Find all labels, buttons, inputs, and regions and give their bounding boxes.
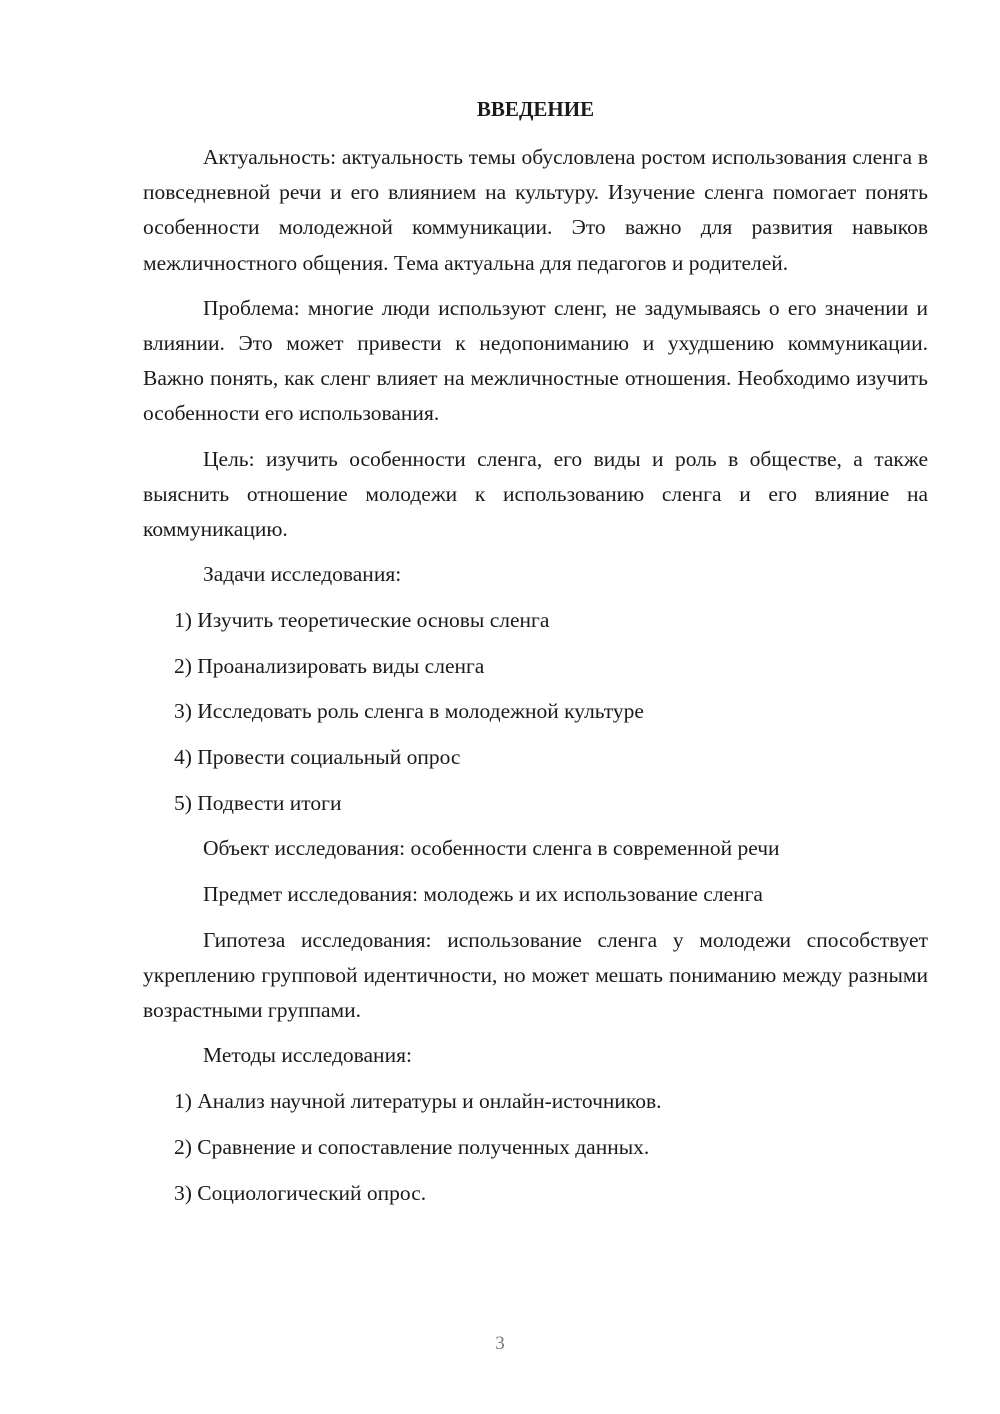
relevance-paragraph: Актуальность: актуальность темы обусловлена ростом использования сленга в повседневной речи и его влиянием на культуру. Изучение сленга помогает понять особенности молодежной коммуникации. Это важно для развития навыков межличностного общения. Тема актуальна для педагогов и родителей. bbox=[143, 145, 928, 275]
page-number: 3 bbox=[495, 1333, 505, 1354]
methods-list bbox=[143, 1084, 928, 1211]
task-item: 4) Провести социальный опрос bbox=[174, 745, 461, 770]
problem-paragraph: Проблема: многие люди используют сленг, не задумываясь о его значении и влиянии. Это может привести к недопониманию и ухудшению коммуникации. Важно понять, как сленг влияет на межличностные отношения. Необходимо изучить особенности его использования. bbox=[143, 295, 928, 426]
goal-paragraph: Цель: изучить особенности сленга, его виды и роль в обществе, а также выяснить отношение молодежи к использованию сленга и его влияние на коммуникацию. bbox=[143, 446, 928, 542]
document-page bbox=[143, 92, 928, 1221]
research-object: Объект исследования: особенности сленга в современной речи bbox=[203, 836, 780, 861]
tasks-heading: Задачи исследования: bbox=[203, 562, 402, 587]
research-subject: Предмет исследования: молодежь и их использование сленга bbox=[203, 882, 763, 907]
method-item: 1) Анализ научной литературы и онлайн-источников. bbox=[174, 1089, 662, 1114]
task-item: 1) Изучить теоретические основы сленга bbox=[174, 607, 550, 632]
section-title: ВВЕДЕНИЕ bbox=[476, 97, 595, 121]
task-item: 5) Подвести итоги bbox=[174, 790, 342, 815]
method-item: 3) Социологический опрос. bbox=[174, 1180, 427, 1205]
methods-heading: Методы исследования: bbox=[203, 1043, 412, 1068]
task-item: 2) Проанализировать виды сленга bbox=[174, 653, 485, 678]
hypothesis-paragraph: Гипотеза исследования: использование сленга у молодежи способствует укреплению групповой идентичности, но может мешать пониманию между разными возрастными группами. bbox=[143, 927, 928, 1023]
task-item: 3) Исследовать роль сленга в молодежной культуре bbox=[174, 699, 644, 724]
method-item: 2) Сравнение и сопоставление полученных данных. bbox=[174, 1134, 650, 1159]
tasks-list bbox=[143, 603, 928, 821]
